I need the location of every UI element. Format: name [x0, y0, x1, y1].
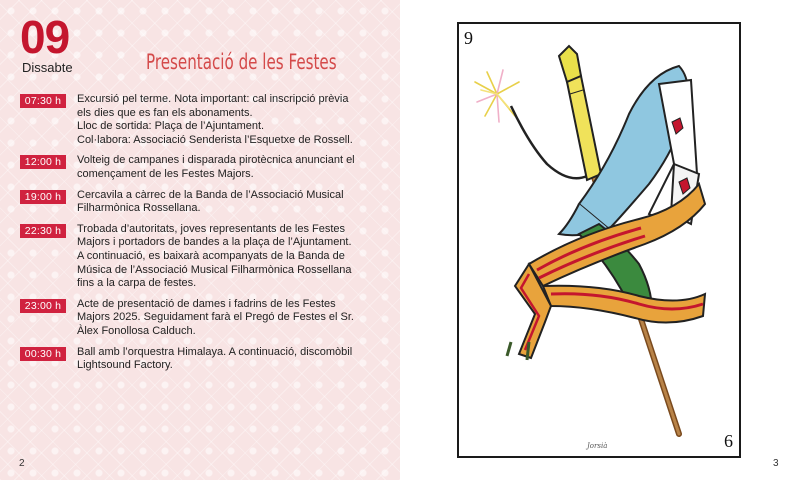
schedule-event	[20, 189, 390, 216]
time-badge: 22:30 h	[20, 224, 66, 238]
playing-card-illustration	[457, 22, 741, 458]
schedule-event	[20, 346, 390, 373]
event-description	[77, 346, 387, 373]
event-description-line: Volteig de campanes i disparada pirotècnica anunciant el	[77, 154, 355, 167]
event-description-line: A continuació, es baixarà acompanyats de la Banda de	[77, 249, 345, 262]
time-badge: 12:00 h	[20, 155, 66, 169]
event-description-line: Música de l’Associació Musical Filharmònica Rossellana	[77, 263, 352, 276]
event-description-line: Cercavila a càrrec de la Banda de l’Associació Musical	[77, 188, 344, 201]
page-number-right: 3	[773, 458, 779, 469]
schedule-event	[20, 298, 390, 339]
event-description-line: Lloc de sortida: Plaça de l’Ajuntament.	[77, 120, 265, 133]
day-name: Dissabte	[22, 60, 73, 75]
event-description	[77, 189, 387, 216]
firework-sparks	[475, 70, 519, 122]
event-description-line: fins a la carpa de festes.	[77, 277, 197, 290]
time-badge: 19:00 h	[20, 190, 66, 204]
event-description	[77, 154, 387, 181]
event-description-line: començament de les Festes Majors.	[77, 167, 254, 180]
event-description-line: Majors 2025. Seguidament farà el Pregó de Festes el Sr.	[77, 311, 354, 324]
page-number-left: 2	[19, 458, 25, 469]
event-description	[77, 223, 387, 291]
event-description	[77, 298, 387, 339]
artist-signature: Jorsià	[587, 442, 608, 450]
time-badge: 00:30 h	[20, 347, 66, 361]
event-description-line: Lightsound Factory.	[77, 359, 173, 372]
event-description-line: Ball amb l’orquestra Himalaya. A continuació, discomòbil	[77, 345, 353, 358]
time-badge: 23:00 h	[20, 299, 66, 313]
event-description-line: els dies que es fan els abonaments.	[77, 106, 253, 119]
event-description-line: Trobada d’autoritats, joves representants de les Festes	[77, 222, 346, 235]
day-number: 09	[20, 11, 70, 63]
event-description-line: Col·labora: Associació Senderista l’Esquetxe de Rossell.	[77, 133, 353, 146]
card-number-bottom: 6	[724, 431, 733, 451]
section-title: Presentació de les Festes	[146, 50, 337, 74]
rocket-and-banners-illustration	[459, 24, 739, 456]
card-number-top: 9	[464, 28, 473, 48]
event-description-line: Acte de presentació de dames i fadrins de les Festes	[77, 297, 336, 310]
event-description-line: Majors i portadors de bandes a la plaça de l’Ajuntament.	[77, 236, 352, 249]
schedule-event	[20, 93, 390, 147]
event-description-line: Excursió pel terme. Nota important: cal inscripció prèvia	[77, 93, 349, 105]
rocket-body	[559, 46, 601, 180]
time-badge: 07:30 h	[20, 94, 66, 108]
schedule-event	[20, 223, 390, 291]
event-description-line: Àlex Fonollosa Calduch.	[77, 324, 196, 337]
schedule-event	[20, 154, 390, 181]
event-schedule	[20, 93, 390, 380]
event-description-line: Filharmònica Rossellana.	[77, 202, 201, 215]
event-description	[77, 93, 387, 147]
